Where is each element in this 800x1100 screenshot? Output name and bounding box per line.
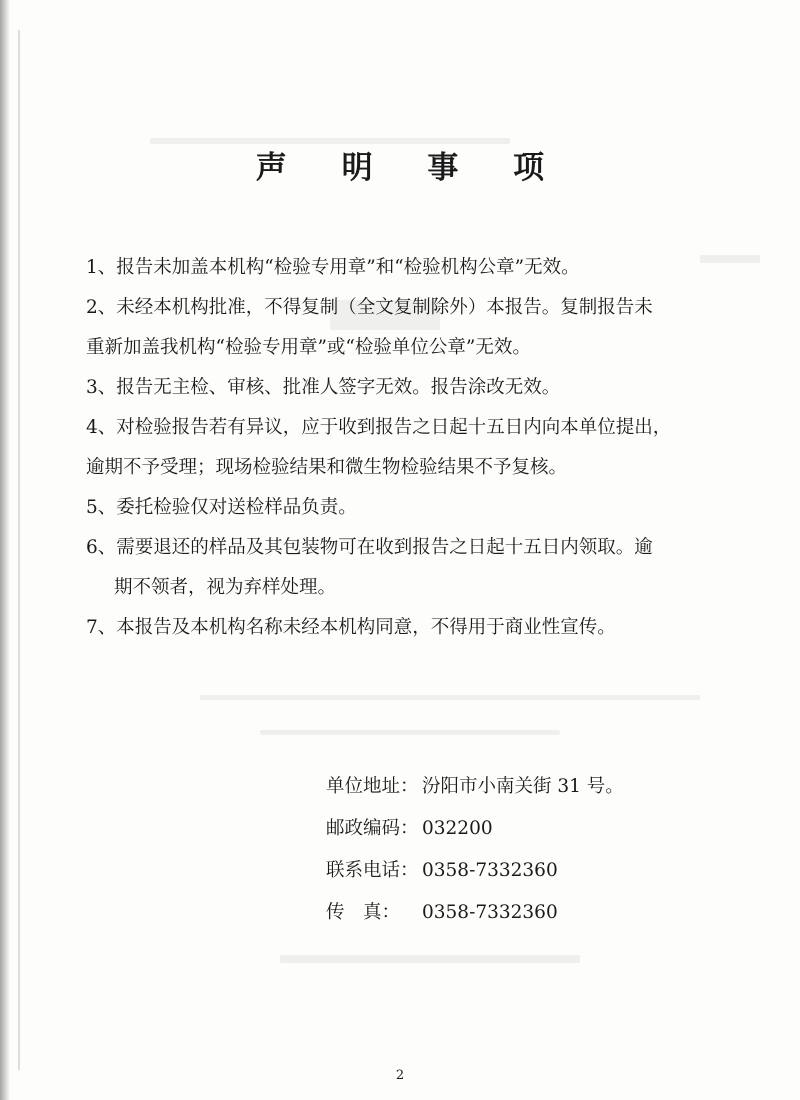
- postcode-label: 邮政编码：: [326, 818, 419, 839]
- item-continuation: 期不领者，视为弃样处理。: [114, 577, 337, 598]
- item-number: 3、: [86, 377, 117, 398]
- postcode-row: [326, 808, 624, 850]
- item-continuation: 重新加盖我机构“检验专用章”或“检验单位公章”无效。: [86, 337, 531, 358]
- phone-row: [326, 850, 624, 892]
- item-text: 未经本机构批准，不得复制（全文复制除外）本报告。复制报告未: [116, 297, 653, 318]
- statement-item: [86, 608, 726, 648]
- fax-value: 0358-7332360: [422, 902, 558, 923]
- phone-label: 联系电话：: [326, 860, 419, 881]
- fax-label: 传 真：: [326, 902, 401, 923]
- page-title: 声 明 事 项: [255, 150, 567, 186]
- item-number: 1、: [86, 257, 117, 278]
- phone-value: 0358-7332360: [422, 860, 558, 881]
- item-continuation: 逾期不予受理；现场检验结果和微生物检验结果不予复核。: [86, 457, 568, 478]
- item-text: 报告无主检、审核、批准人签字无效。报告涂改无效。: [116, 377, 561, 398]
- scan-artifact: [260, 730, 560, 735]
- item-number: 6、: [86, 537, 117, 558]
- address-row: [326, 766, 624, 808]
- page-number: 2: [395, 1068, 405, 1083]
- contact-block: [326, 766, 624, 934]
- statement-list: [86, 248, 726, 648]
- statement-item: [86, 288, 726, 368]
- scan-artifact: [280, 955, 580, 963]
- postcode-value: 032200: [422, 818, 493, 839]
- item-text: 委托检验仅对送检样品负责。: [116, 497, 357, 518]
- item-number: 4、: [86, 417, 117, 438]
- item-number: 5、: [86, 497, 117, 518]
- address-value: 汾阳市小南关街 31 号。: [422, 776, 624, 797]
- item-text: 对检验报告若有异议，应于收到报告之日起十五日内向本单位提出，: [116, 417, 672, 438]
- item-number: 7、: [86, 617, 117, 638]
- item-text: 报告未加盖本机构“检验专用章”和“检验机构公章”无效。: [116, 257, 580, 278]
- item-number: 2、: [86, 297, 117, 318]
- item-text: 需要退还的样品及其包装物可在收到报告之日起十五日内领取。逾: [116, 537, 653, 558]
- statement-item: [86, 248, 726, 288]
- statement-item: [86, 408, 726, 488]
- statement-item: [86, 528, 726, 608]
- item-text: 本报告及本机构名称未经本机构同意，不得用于商业性宣传。: [116, 617, 616, 638]
- statement-item: [86, 488, 726, 528]
- statement-item: [86, 368, 726, 408]
- address-label: 单位地址：: [326, 776, 419, 797]
- fax-row: [326, 892, 624, 934]
- scan-artifact: [200, 695, 700, 700]
